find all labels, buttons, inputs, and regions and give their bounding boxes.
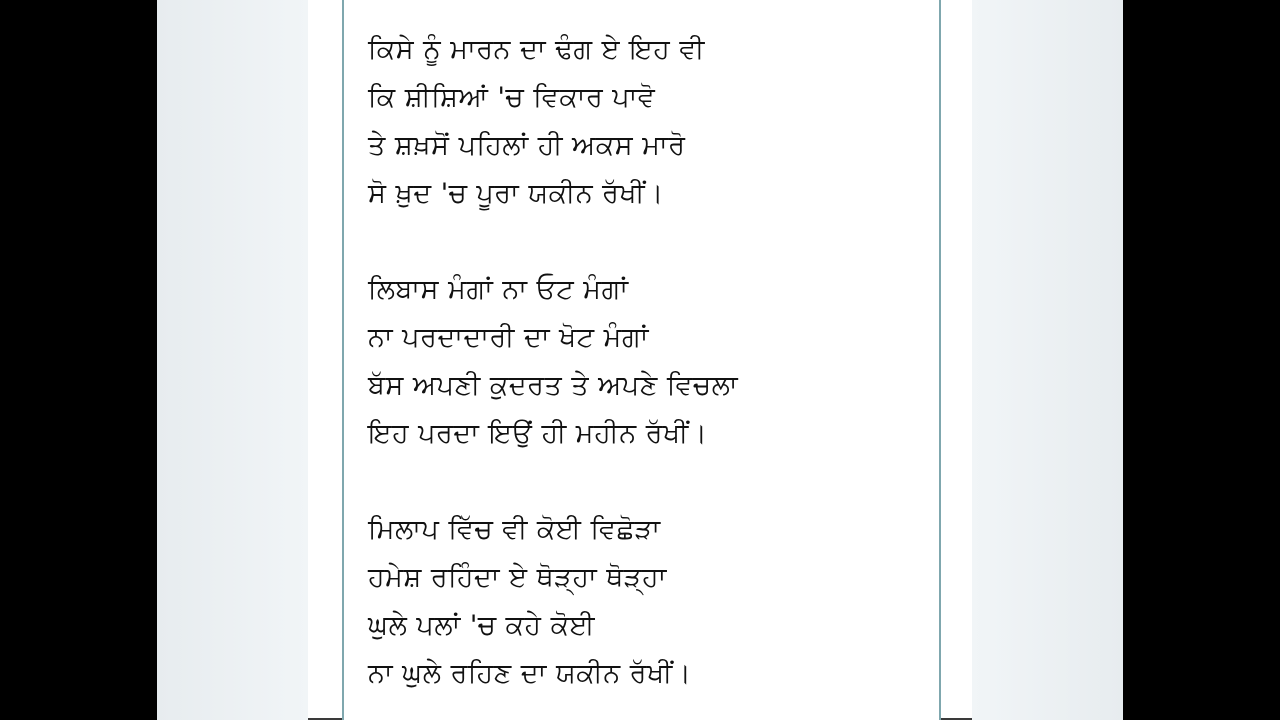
poem-line: ਨਾ ਘੁਲੇ ਰਹਿਣ ਦਾ ਯਕੀਨ ਰੱਖੀਂ। — [368, 658, 692, 689]
document-page — [308, 0, 972, 720]
poem-line: ਘੁਲੇ ਪਲਾਂ 'ਚ ਕਹੇ ਕੋਈ — [368, 610, 596, 641]
poem-line: ਮਿਲਾਪ ਵਿੱਚ ਵੀ ਕੋਈ ਵਿਛੋੜਾ — [368, 514, 661, 545]
poem-line: ਇਹ ਪਰਦਾ ਇਉਂ ਹੀ ਮਹੀਨ ਰੱਖੀਂ। — [368, 418, 708, 449]
poem-panel — [342, 0, 941, 720]
poem-line: ਲਿਬਾਸ ਮੰਗਾਂ ਨਾ ਓਟ ਮੰਗਾਂ — [368, 274, 629, 305]
poem-line: ਕਿਸੇ ਨੂੰ ਮਾਰਨ ਦਾ ਢੰਗ ਏ ਇਹ ਵੀ — [368, 34, 705, 65]
poem-line: ਨਾ ਪਰਦਾਦਾਰੀ ਦਾ ਖੋਟ ਮੰਗਾਂ — [368, 322, 649, 353]
poem-line: ਸੋ ਖ਼ੁਦ 'ਚ ਪੂਰਾ ਯਕੀਨ ਰੱਖੀਂ। — [368, 178, 664, 209]
stanza-3 — [368, 506, 928, 698]
poem-text — [368, 26, 928, 720]
poem-line: ਹਮੇਸ਼ ਰਹਿੰਦਾ ਏ ਥੋੜ੍ਹਾ ਥੋੜ੍ਹਾ — [368, 562, 667, 593]
stanza-2 — [368, 266, 928, 458]
poem-line: ਬੱਸ ਅਪਣੀ ਕੁਦਰਤ ਤੇ ਅਪਣੇ ਵਿਚਲਾ — [368, 370, 739, 401]
stanza-1 — [368, 26, 928, 218]
video-frame — [157, 0, 1123, 720]
right-background — [972, 0, 1123, 720]
poem-line: ਕਿ ਸ਼ੀਸ਼ਿਆਂ 'ਚ ਵਿਕਾਰ ਪਾਵੋ — [368, 82, 656, 113]
poem-line: ਤੇ ਸ਼ਖ਼ਸੋਂ ਪਹਿਲਾਂ ਹੀ ਅਕਸ ਮਾਰੋ — [368, 130, 686, 161]
left-background — [157, 0, 308, 720]
